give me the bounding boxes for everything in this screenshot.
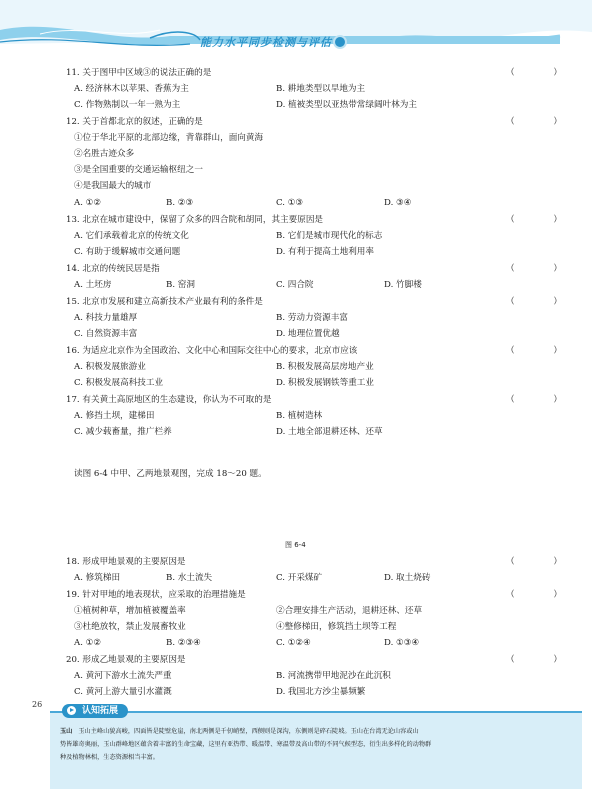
reading-instruction: 读图 6-4 中甲、乙两地景观图，完成 18～20 题。 (74, 469, 267, 479)
extension-title-badge (62, 704, 128, 718)
option-d: D. 取土烧砖 (384, 573, 431, 583)
option-a: A. ①② (74, 198, 102, 208)
statement-2: ②名胜古迹众多 (74, 149, 135, 159)
question-19-stem: 19. 针对甲地的地表现状，应采取的治理措施是 (66, 590, 246, 600)
option-a: A. 黄河下游水土流失严重 (74, 671, 172, 681)
option-b: B. 河流携带甲地泥沙在此沉积 (276, 671, 391, 681)
question-18-stem: 18. 形成甲地景观的主要原因是 (66, 557, 186, 567)
option-c: C. ①③ (276, 198, 304, 208)
option-d: D. ③④ (384, 198, 412, 208)
option-b: B. 水土流失 (166, 573, 213, 583)
option-d: D. 积极发展钢铁等重工业 (276, 378, 374, 388)
answer-paren: （ ） (506, 590, 580, 600)
extension-term: 玉山 (60, 728, 73, 735)
option-c: C. 四合院 (276, 280, 314, 290)
play-arrow-icon (67, 706, 76, 715)
option-b: B. ②③ (166, 198, 194, 208)
option-b: B. 它们是城市现代化的标志 (276, 231, 383, 241)
question-20-stem: 20. 形成乙地景观的主要原因是 (66, 655, 186, 665)
option-c: C. 自然资源丰富 (74, 329, 138, 339)
answer-paren: （ ） (506, 215, 580, 225)
option-a: A. 科技力量雄厚 (74, 313, 138, 323)
question-17-stem: 17. 有关黄土高原地区的生态建设，你认为不可取的是 (66, 395, 272, 405)
question-11-stem: 11. 关于图甲中区域③的说法正确的是 (66, 68, 212, 78)
page-number: 26 (32, 700, 43, 709)
answer-paren: （ ） (506, 395, 580, 405)
option-d: D. 竹脚楼 (384, 280, 422, 290)
header-dot-icon (333, 35, 347, 49)
answer-paren: （ ） (506, 297, 580, 307)
statement-1: ①位于华北平原的北部边缘，背靠群山，面向黄海 (74, 133, 264, 143)
option-d: D. 植被类型以亚热带常绿阔叶林为主 (276, 100, 417, 110)
figure-caption: 图 6-4 (285, 541, 306, 549)
statement-4: ④整修梯田，修筑挡土坝等工程 (276, 622, 397, 632)
answer-paren: （ ） (506, 68, 580, 78)
option-a: A. 土坯房 (74, 280, 112, 290)
statement-1: ①植树种草，增加植被覆盖率 (74, 606, 186, 616)
option-b: B. 劳动力资源丰富 (276, 313, 348, 323)
option-c: C. 有助于缓解城市交通问题 (74, 247, 181, 257)
option-c: C. 减少载畜量，推广栏养 (74, 427, 172, 437)
extension-line-3: 种及植物林相，生态资源相当丰富。 (60, 754, 159, 761)
option-d: D. 土地全部退耕还林、还草 (276, 427, 383, 437)
option-a: A. ①② (74, 638, 102, 648)
option-c: C. 开采煤矿 (276, 573, 323, 583)
option-c: C. 黄河上游大量引水灌溉 (74, 687, 172, 697)
answer-paren: （ ） (506, 655, 580, 665)
option-a: A. 修挡土坝，建梯田 (74, 411, 155, 421)
answer-paren: （ ） (506, 346, 580, 356)
statement-2: ②合理安排生产活动，退耕还林、还草 (276, 606, 423, 616)
option-a: A. 它们承载着北京的传统文化 (74, 231, 189, 241)
statement-3: ③是全国重要的交通运输枢纽之一 (74, 165, 203, 175)
extension-title: 认知拓展 (82, 706, 119, 716)
option-b: B. ②③④ (166, 638, 201, 648)
answer-paren: （ ） (506, 264, 580, 274)
header-banner (0, 0, 592, 58)
option-a: A. 修筑梯田 (74, 573, 121, 583)
statement-4: ④是我国最大的城市 (74, 181, 152, 191)
option-c: C. 作物熟制以一年一熟为主 (74, 100, 181, 110)
option-d: D. ①③④ (384, 638, 420, 648)
option-a: A. 积极发展旅游业 (74, 362, 146, 372)
option-d: D. 我国北方沙尘暴频繁 (276, 687, 366, 697)
option-b: B. 窑洞 (166, 280, 195, 290)
question-16-stem: 16. 为适应北京作为全国政治、文化中心和国际交往中心的要求，北京市应该 (66, 346, 358, 356)
option-d: D. 地理位置优越 (276, 329, 340, 339)
option-a: A. 经济林木以苹果、香蕉为主 (74, 84, 189, 94)
question-15-stem: 15. 北京市发展和建立高新技术产业最有利的条件是 (66, 297, 263, 307)
extension-line-1: 玉山 玉山主峰山貌高峻，四面皆是陡壁危崖，南北两侧是千仞峭壁，西侧则是深沟，东侧则是碎石陡坡。玉山在台湾无论山容或山 (60, 728, 419, 735)
header-title: 能力水平同步检测与评估 (200, 36, 332, 49)
option-b: B. 积极发展高层房地产业 (276, 362, 374, 372)
question-14-stem: 14. 北京的传统民居是指 (66, 264, 160, 274)
extension-text (60, 725, 576, 764)
question-12-stem: 12. 关于首都北京的叙述，正确的是 (66, 117, 203, 127)
answer-paren: （ ） (506, 557, 580, 567)
option-c: C. 积极发展高科技工业 (74, 378, 164, 388)
option-b: B. 耕地类型以旱地为主 (276, 84, 366, 94)
option-b: B. 植树造林 (276, 411, 323, 421)
option-d: D. 有利于提高土地利用率 (276, 247, 374, 257)
question-13-stem: 13. 北京在城市建设中，保留了众多的四合院和胡同，其主要原因是 (66, 215, 324, 225)
option-c: C. ①②④ (276, 638, 311, 648)
extension-line-2: 势皆雄奇奥丽，玉山群峰地区蕴含着丰富的生命宝藏，这里有亚热带、暖温带、寒温带及高山带的不同气候型态，衍生出多样化的动物群 (60, 741, 432, 748)
answer-paren: （ ） (506, 117, 580, 127)
statement-3: ③杜绝放牧，禁止发展畜牧业 (74, 622, 186, 632)
